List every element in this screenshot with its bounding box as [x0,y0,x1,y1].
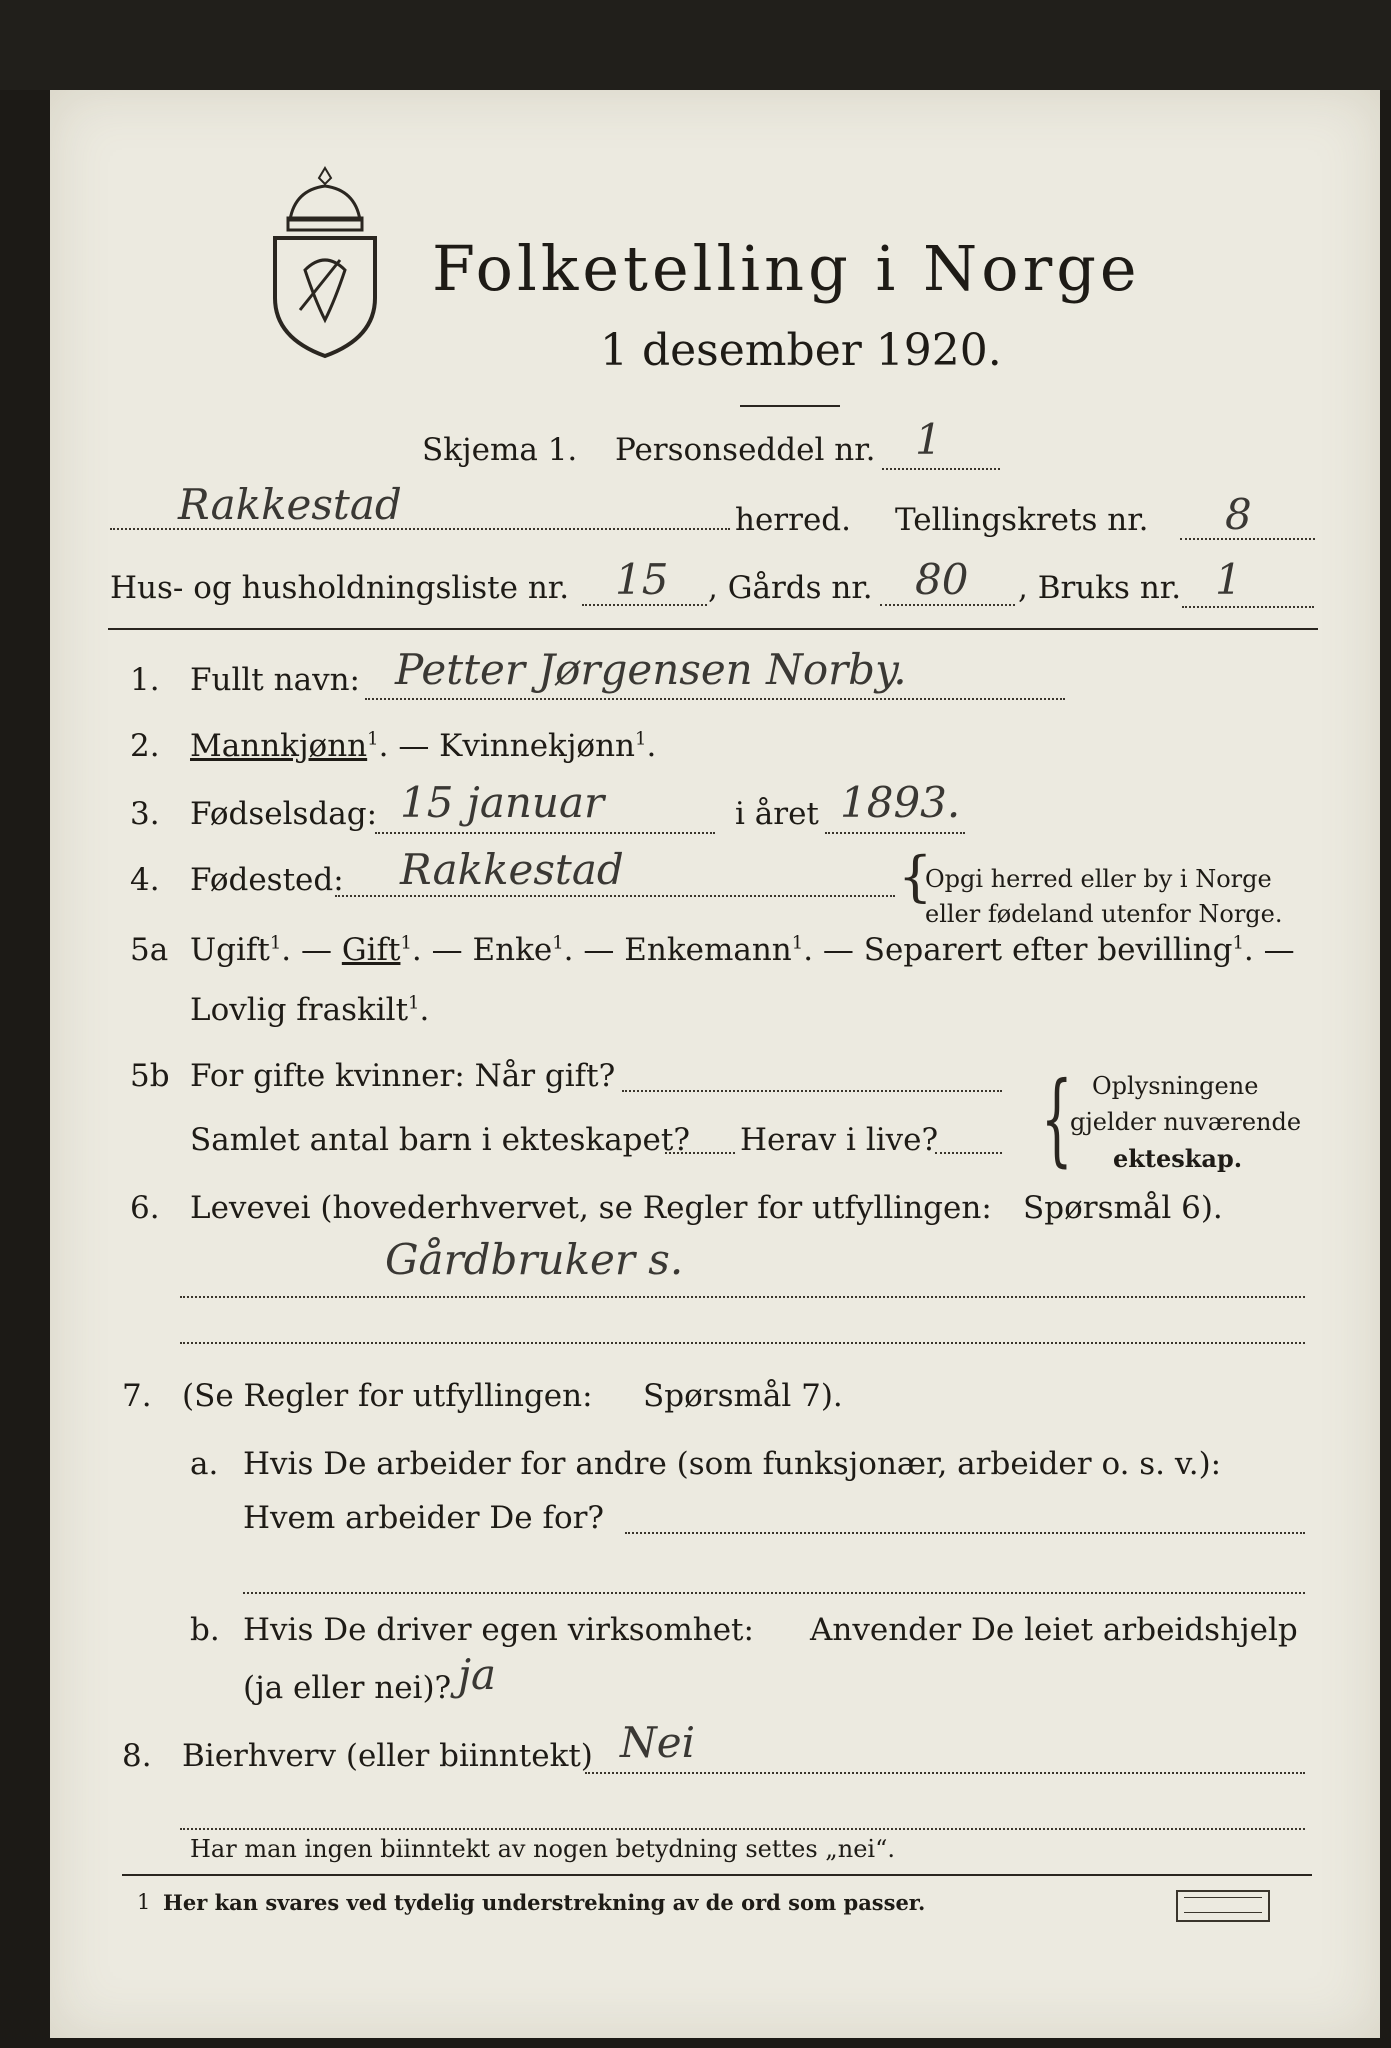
herred-value: Rakkestad [178,480,402,529]
q4-note-line2: eller fødeland utenfor Norge. [925,900,1283,928]
q2-end-dot: . [646,728,657,764]
q5b-alive-label: Herav i live? [740,1122,939,1158]
q4-brace: { [898,845,933,908]
tellingskrets-label: Tellingskrets nr. [895,502,1149,538]
printer-stamp [1176,1890,1270,1922]
q7b-label: Hvis De driver egen virksomhet: [243,1612,754,1648]
q5b-label: For gifte kvinner: Når gift? [190,1058,616,1094]
q7a-line-1 [625,1532,1305,1534]
q1-line [365,698,1065,700]
q2-options [190,728,656,764]
scan-border [0,0,1391,90]
q2-female-option: Kvinnekjønn [439,728,636,764]
q5a-ugift: Ugift [190,932,270,968]
form-title: Folketelling i Norge [432,232,1141,305]
q3-year-label: i året [735,796,819,832]
q5a-ugift-mark: 1 [269,932,282,954]
q5b-brace: { [1040,1060,1073,1177]
q5a-dash-4: . — [803,932,864,968]
bruks-line [1182,606,1314,608]
q5b-children-label: Samlet antal barn i ekteskapet? [190,1122,690,1158]
q1-number: 1. [130,662,160,698]
norwegian-coat-of-arms-icon [260,160,390,360]
hus-value: 15 [615,555,669,604]
skjema-label: Skjema 1. [422,432,578,468]
q5a-separert-mark: 1 [1232,932,1244,954]
q3-year-line [825,832,965,834]
q4-number: 4. [130,862,160,898]
q2-number: 2. [130,728,160,764]
q5a-enkemann: Enkemann [624,932,792,968]
footnote-divider [122,1874,1312,1876]
q7b-letter: b. [190,1612,220,1648]
q6-line-2 [180,1342,1305,1344]
personseddel-line [882,468,1000,470]
q5a-fraskilt-dot: . [419,992,430,1028]
q7a-line-2 [243,1592,1305,1594]
q7a-letter: a. [190,1446,219,1482]
q8-label: Bierhverv (eller biinntekt) [182,1738,593,1774]
q5a-enkemann-mark: 1 [791,932,804,954]
nei-instruction: Har man ingen biinntekt av nogen betydning settes „nei“. [190,1835,895,1863]
q5a-enke: Enke [472,932,553,968]
q5b-alive-line [935,1152,1002,1154]
footnote-text: Her kan svares ved tydelig understrekning av de ord som passer. [163,1890,926,1915]
q5a-gift-mark: 1 [400,932,412,954]
q7b-label-end: Anvender De leiet arbeidshjelp [810,1612,1298,1648]
personseddel-label: Personseddel nr. [615,432,876,468]
q3-year-value: 1893. [840,778,961,827]
q8-line-1 [585,1772,1305,1774]
q5a-line2 [190,992,429,1028]
q5b-note-line2: gjelder nuværende [1070,1108,1302,1136]
q2-male-option: Mannkjønn [190,728,368,764]
q5a-enke-mark: 1 [552,932,564,954]
q5a-gift: Gift [341,932,401,968]
q5b-note-line3: ekteskap. [1113,1144,1243,1173]
q4-note-line1: Opgi herred eller by i Norge [925,865,1272,893]
q7a-label2: Hvem arbeider De for? [243,1500,605,1536]
gards-value: 80 [915,555,969,604]
q6-number: 6. [130,1190,160,1226]
q5b-number: 5b [130,1058,170,1094]
hus-label: Hus- og husholdningsliste nr. [110,570,570,606]
q7-label: (Se Regler for utfyllingen: [182,1378,593,1414]
q4-value: Rakkestad [400,845,624,894]
q6-label: Levevei (hovederhvervet, se Regler for utfyllingen: [190,1190,992,1226]
q7a-label: Hvis De arbeider for andre (som funksjonær, arbeider o. s. v.): [243,1446,1222,1482]
q5b-children-line [665,1152,735,1154]
q5a-options [190,932,1295,968]
tellingskrets-value: 8 [1225,490,1252,539]
q2-separator: . — [378,728,440,764]
q3-number: 3. [130,796,160,832]
q5a-number: 5a [130,932,169,968]
header-divider [108,628,1318,630]
q5a-separert: Separert efter bevilling [863,932,1233,968]
bruks-value: 1 [1215,555,1242,604]
q5a-end: . — [1243,932,1295,968]
q8-number: 8. [122,1738,152,1774]
q3-value: 15 januar [400,778,605,827]
q2-male-footnote-mark: 1 [367,728,379,750]
herred-label: herred. [735,502,851,538]
q1-value: Petter Jørgensen Norby. [395,645,907,694]
q5a-fraskilt: Lovlig fraskilt [190,992,409,1028]
bruks-label: , Bruks nr. [1018,570,1182,606]
gards-line [880,604,1015,606]
q5a-dash-3: . — [563,932,625,968]
census-date: 1 desember 1920. [600,325,1002,376]
q3-line [375,832,715,834]
q6-value: Gårdbruker s. [385,1235,684,1284]
q8-value: Nei [620,1718,696,1767]
q7-label-end: Spørsmål 7). [643,1378,843,1414]
q7b-value: ja [458,1650,497,1699]
q8-line-2 [180,1828,1305,1830]
q7b-label2: (ja eller nei)? [243,1670,452,1706]
q5b-note-line1: Oplysningene [1092,1072,1259,1100]
personseddel-value: 1 [915,415,942,464]
gards-label: , Gårds nr. [708,570,873,606]
q2-female-footnote-mark: 1 [635,728,647,750]
q5a-dash-1: . — [281,932,342,968]
q7-number: 7. [122,1378,152,1414]
q6-label-end: Spørsmål 6). [1023,1190,1223,1226]
q1-label: Fullt navn: [190,662,360,698]
q3-label: Fødselsdag: [190,796,378,832]
q5b-married-line [622,1090,1002,1092]
q4-label: Fødested: [190,862,344,898]
title-divider [740,405,840,407]
q5a-dash-2: . — [411,932,473,968]
hus-line [582,604,707,606]
q5a-fraskilt-mark: 1 [408,992,420,1014]
footnote-number: 1 [137,1890,151,1914]
q4-line [335,895,895,897]
q6-line-1 [180,1296,1305,1298]
